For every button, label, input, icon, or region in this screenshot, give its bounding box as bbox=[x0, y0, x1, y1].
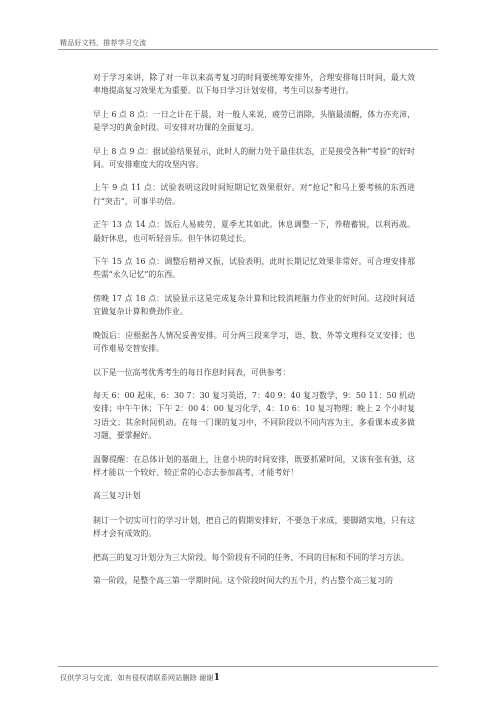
paragraph-stage-one: 第一阶段，是整个高三第一学期时间。这个阶段时间大约五个月，约占整个高三复习的 bbox=[93, 575, 393, 585]
paragraph-8-9am: 早上 8 点 9 点：据试验结果显示，此时人的耐力处于最佳状态，正是接受各种“考验”的好时间。可安排难度大的攻坚内容。 bbox=[93, 146, 415, 170]
paragraph-15-16pm: 下午 15 点 16 点：调整后精神又振，试验表明，此时长期记忆效果非常好。可合理安排那些需“永久记忆”的东西。 bbox=[93, 257, 415, 280]
paragraph-evening: 晚饭后：应根据各人情况妥善安排。可分两三段来学习，语、数、外等文理科交叉安排；也可作难易交替安排。 bbox=[93, 330, 415, 354]
paragraph-stages: 把高三的复习计划分为三大阶段。每个阶段有不同的任务、不同的目标和不同的学习方法。 bbox=[93, 552, 409, 562]
paragraph-reminder: 温馨提醒：在总体计划的基础上，注意小块的时间安排，既要抓紧时间，又该有张有弛，这样才能以一个较好、较正常的心态去参加高考，才能考好！ bbox=[93, 454, 415, 477]
page-footer bbox=[60, 673, 220, 683]
footer-divider bbox=[58, 666, 438, 667]
header-divider bbox=[58, 49, 438, 50]
paragraph-17-18pm: 傍晚 17 点 18 点：试验显示这是完成复杂计算和比较消耗脑力作业的好时间。这段时间适宜做复杂计算和费劲作业。 bbox=[93, 293, 415, 317]
paragraph-schedule-intro: 以下是一位高考优秀考生的每日作息时间表，可供参考： bbox=[93, 367, 291, 377]
paragraph-plan: 制订一个切实可行的学习计划，把自己的假期安排好，不要急于求成，要脚踏实地，只有这样才会有成效的。 bbox=[93, 515, 415, 539]
paragraph-schedule: 每天 6：00 起床，6：30 7：30 复习英语，7：40 9：40 复习数学，9：50 11：50 机动安排；中午午休；下午 2：00 4：00 复习化学，4：10 6：10 复习物理；晚上 2 个小时复习语文；其余时间机动。在每一门课的复习中，不同阶段以不同内容为主，多看课本或多做习题，要掌握好。 bbox=[93, 390, 415, 441]
section-heading: 高三复习计划 bbox=[93, 491, 141, 501]
paragraph-13-14pm: 正午 13 点 14 点：饭后人易疲劳，夏季尤其如此。休息调整一下，养精蓄锐，以利再战。最好休息，也可听轻音乐。但午休切莫过长。 bbox=[93, 220, 415, 243]
paragraph-intro: 对于学习来讲，除了对一年以来高考复习的时间要统筹安排外，合理安排每日时间，最大效率地提高复习效果尤为重要。以下每日学习计划安排，考生可以参考进行。 bbox=[93, 73, 415, 96]
paragraph-9-11am: 上午 9 点 11 点：试验表明这段时间短期记忆效果很好。对“抢记”和马上要考核的东西进行“突击”，可事半功倍。 bbox=[93, 183, 415, 206]
footer-text: 仅供学习与交流，如有侵权请联系网站删除 谢谢 bbox=[60, 674, 214, 682]
page-number: 1 bbox=[213, 673, 221, 683]
page-header: 精品好文档，推荐学习交流 bbox=[60, 39, 147, 47]
document-body bbox=[93, 71, 415, 597]
paragraph-6-8am: 早上 6 点 8 点：一日之计在于晨，对一般人来说，疲劳已消除，头脑最清醒，体力亦充沛，是学习的黄金时段。可安排对功课的全面复习。 bbox=[93, 109, 415, 133]
